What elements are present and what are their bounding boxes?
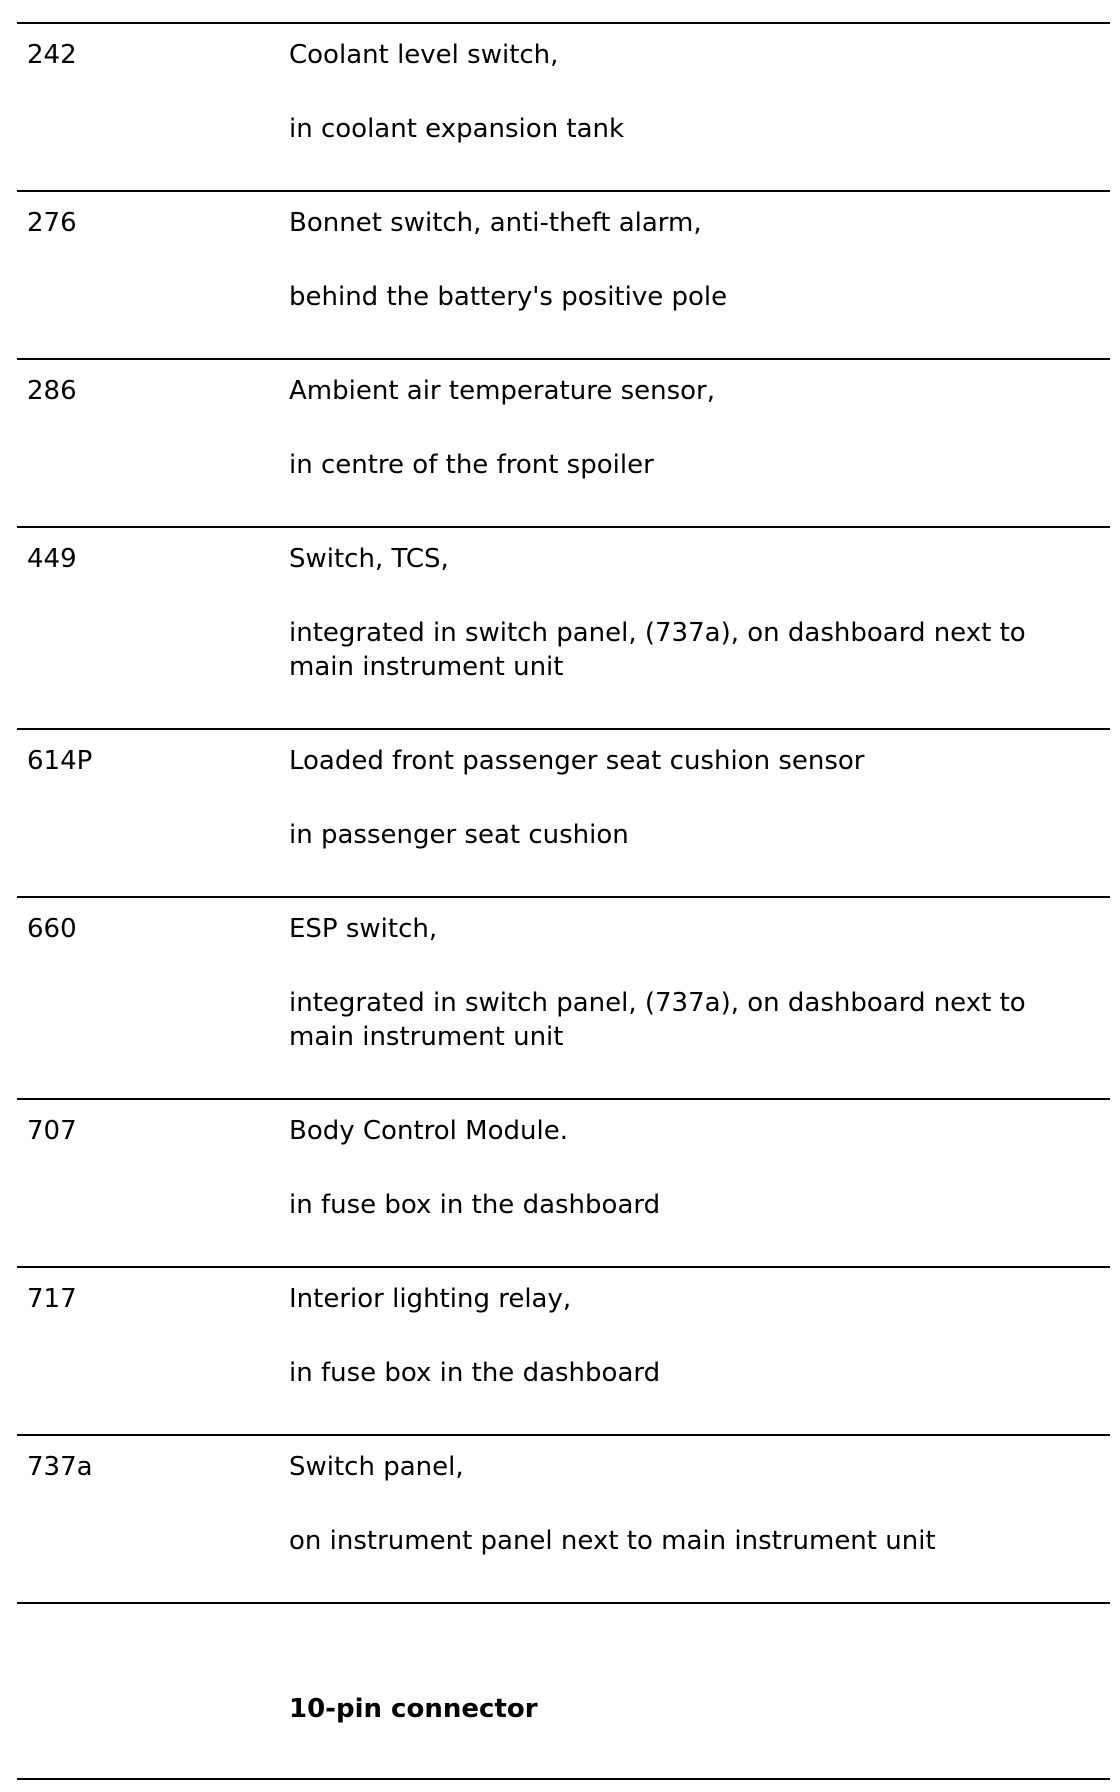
component-name: Loaded front passenger seat cushion sensor (289, 746, 865, 776)
component-name: Switch, TCS, (289, 544, 449, 574)
table-row (17, 896, 1110, 1098)
component-description (289, 912, 1090, 1054)
component-description (289, 374, 1090, 482)
component-description (289, 1282, 1090, 1390)
table-row (17, 22, 1110, 190)
table-row (17, 728, 1110, 896)
component-description (289, 744, 1090, 852)
component-name: Body Control Module. (289, 1116, 568, 1146)
component-code: 449 (27, 544, 77, 574)
component-description (289, 542, 1090, 684)
component-location: integrated in switch panel, (737a), on dashboard next to main instrument unit (289, 618, 1026, 682)
connector-heading: 10-pin connector (289, 1694, 538, 1724)
component-name: Switch panel, (289, 1452, 464, 1482)
component-location: behind the battery's positive pole (289, 282, 728, 312)
component-description (289, 206, 1090, 314)
component-name: Coolant level switch, (289, 40, 559, 70)
component-location: integrated in switch panel, (737a), on dashboard next to main instrument unit (289, 988, 1026, 1052)
table-row (17, 1098, 1110, 1266)
connector-section (17, 1602, 1110, 1780)
table-row (17, 358, 1110, 526)
component-name: Ambient air temperature sensor, (289, 376, 716, 406)
component-location: in fuse box in the dashboard (289, 1190, 661, 1220)
component-code: 276 (27, 208, 77, 238)
component-code: 660 (27, 914, 77, 944)
component-description (289, 1114, 1090, 1222)
component-location: in passenger seat cushion (289, 820, 629, 850)
component-code: 242 (27, 40, 77, 70)
component-code: 737a (27, 1452, 93, 1482)
component-location: in centre of the front spoiler (289, 450, 654, 480)
component-location: in fuse box in the dashboard (289, 1358, 661, 1388)
component-code: 707 (27, 1116, 77, 1146)
component-location: in coolant expansion tank (289, 114, 625, 144)
table-row (17, 1434, 1110, 1602)
component-name: ESP switch, (289, 914, 438, 944)
component-name: Interior lighting relay, (289, 1284, 572, 1314)
component-code: 717 (27, 1284, 77, 1314)
component-table (17, 0, 1110, 1780)
component-code: 286 (27, 376, 77, 406)
component-name: Bonnet switch, anti-theft alarm, (289, 208, 702, 238)
component-description (289, 38, 1090, 146)
table-row (17, 526, 1110, 728)
component-description (289, 1450, 1090, 1558)
table-row (17, 190, 1110, 358)
component-code: 614P (27, 746, 93, 776)
component-location: on instrument panel next to main instrument unit (289, 1526, 936, 1556)
table-row (17, 1266, 1110, 1434)
